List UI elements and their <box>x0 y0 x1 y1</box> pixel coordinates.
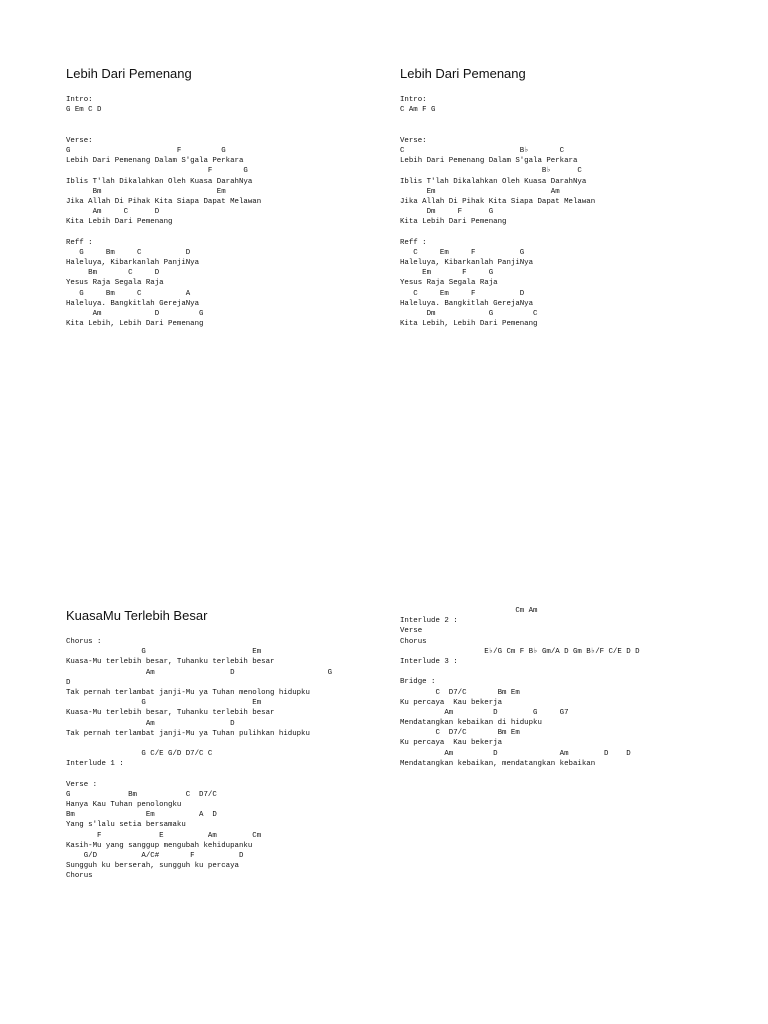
lyric-line <box>400 115 720 125</box>
lyric-line: Dm F G <box>400 208 494 217</box>
lyric-line: Bm Em <box>66 187 226 196</box>
lyric-line: G Bm C D7/C <box>66 790 217 799</box>
lyric-line: C Em F D <box>400 289 525 298</box>
lyric-line: Haleluya, Kibarkanlah PanjiNya <box>66 259 200 267</box>
lyric-line: Kita Lebih Dari Pemenang <box>400 218 507 227</box>
lyric-line: Yesus Raja Segala Raja <box>400 279 498 288</box>
lyric-line: B♭ C <box>400 167 582 176</box>
lyric-line: Reff : <box>66 238 93 247</box>
lyric-line: Iblis T'lah Dikalahkan Oleh Kuasa DarahNya <box>400 177 587 186</box>
song-lines <box>400 95 720 329</box>
lyric-line: Verse: <box>400 136 427 145</box>
lyric-line: Tak pernah terlambat janji-Mu ya Tuhan menolong hidupku <box>66 688 310 697</box>
lyric-line: G Em C D <box>66 106 102 115</box>
lyric-line: Am D <box>66 719 235 728</box>
lyric-line: Bm Em A D <box>66 811 217 820</box>
lyric-line <box>66 227 386 237</box>
lyric-line: C D7/C Bm Em <box>400 729 520 738</box>
song-lines <box>400 606 720 769</box>
lyric-line: Jika Allah Di Pihak Kita Siapa Dapat Melawan <box>66 197 262 206</box>
song-sheet-3 <box>66 608 386 882</box>
song-sheet-4 <box>400 606 720 769</box>
lyric-line: Am C D <box>66 208 160 217</box>
lyric-line: Am D Am D D <box>400 749 631 758</box>
lyric-line <box>66 115 386 125</box>
lyric-line: Mendatangkan kebaikan di hidupku <box>400 719 542 728</box>
lyric-line <box>66 769 386 779</box>
lyric-line: Intro: <box>400 96 427 104</box>
lyric-line: Chorus : <box>66 638 102 646</box>
lyric-line: Ku percaya Kau bekerja <box>400 739 503 748</box>
lyric-line: Verse : <box>66 780 98 789</box>
lyric-line: C D7/C Bm Em <box>400 688 520 697</box>
lyric-line: Kasih-Mu yang sanggup mengubah kehidupanku <box>66 841 253 850</box>
lyric-line: G Em <box>66 699 262 708</box>
lyric-line: Verse <box>400 627 423 636</box>
lyric-line: Tak pernah terlambat janji-Mu ya Tuhan pulihkan hidupku <box>66 729 310 738</box>
lyric-line: Haleluya. Bangkitlah GerejaNya <box>400 299 534 308</box>
song-sheet-1 <box>66 66 386 329</box>
song-sheet-2 <box>400 66 720 329</box>
song-title: KuasaMu Terlebih Besar <box>66 608 208 623</box>
lyric-line: Am D G <box>66 309 204 318</box>
lyric-line: Lebih Dari Pemenang Dalam S'gala Perkara <box>66 157 244 166</box>
lyric-line: Bridge : <box>400 678 436 687</box>
lyric-line: Hanya Kau Tuhan penolongku <box>66 801 182 809</box>
lyric-line: F E Am Cm <box>66 831 262 840</box>
song-lines <box>66 95 386 329</box>
lyric-line: G/D A/C# F D <box>66 851 244 860</box>
lyric-line: Dm G C <box>400 309 538 318</box>
lyric-line: Haleluya. Bangkitlah GerejaNya <box>66 299 200 308</box>
lyric-line: G Em <box>66 648 262 657</box>
lyric-line: Kita Lebih Dari Pemenang <box>66 218 173 227</box>
lyric-line: Yang s'lalu setia bersamaku <box>66 821 186 830</box>
lyric-line: G F G <box>66 146 226 155</box>
lyric-line: F G <box>66 167 248 176</box>
lyric-line: Bm C D <box>66 269 160 278</box>
song-lines <box>66 637 386 882</box>
lyric-line: Intro: <box>66 96 93 104</box>
lyric-line: C B♭ C <box>400 146 565 155</box>
lyric-line: Interlude 1 : <box>66 760 124 769</box>
lyric-line: Jika Allah Di Pihak Kita Siapa Dapat Melawan <box>400 197 596 206</box>
lyric-line: Am D G G7 <box>400 708 569 717</box>
lyric-line: Reff : <box>400 238 427 247</box>
lyric-line: Sungguh ku berserah, sungguh ku percaya <box>66 862 239 871</box>
song-title: Lebih Dari Pemenang <box>66 66 192 81</box>
lyric-line: Iblis T'lah Dikalahkan Oleh Kuasa DarahNya <box>66 177 253 186</box>
lyric-line: Chorus <box>66 872 93 881</box>
lyric-line <box>400 667 720 677</box>
lyric-line <box>66 126 386 136</box>
lyric-line: Em Am <box>400 187 560 196</box>
lyric-line: Kita Lebih, Lebih Dari Pemenang <box>400 320 538 329</box>
lyric-line: Kuasa-Mu terlebih besar, Tuhanku terlebih besar <box>66 658 275 667</box>
lyric-line: C Am F G <box>400 106 436 115</box>
lyric-line: Chorus <box>400 637 427 646</box>
lyric-line: G C/E G/D D7/C C <box>66 750 213 759</box>
lyric-line: G Bm C D <box>66 248 191 257</box>
song-title: Lebih Dari Pemenang <box>400 66 526 81</box>
lyric-line: C Em F G <box>400 248 525 257</box>
lyric-line: Ku percaya Kau bekerja <box>400 698 503 707</box>
lyric-line: D <box>66 678 71 687</box>
lyric-line: Yesus Raja Segala Raja <box>66 279 164 288</box>
lyric-line: Em F G <box>400 269 494 278</box>
lyric-line: E♭/G Cm F B♭ Gm/A D Gm B♭/F C/E D D <box>400 647 640 656</box>
lyric-line: Mendatangkan kebaikan, mendatangkan kebaikan <box>400 759 596 768</box>
lyric-line <box>400 227 720 237</box>
lyric-line: Verse: <box>66 136 93 145</box>
lyric-line: Am D G <box>66 668 333 677</box>
lyric-line <box>66 739 386 749</box>
lyric-line: Interlude 3 : <box>400 657 458 666</box>
lyric-line: Haleluya, Kibarkanlah PanjiNya <box>400 259 534 267</box>
lyric-line: Kuasa-Mu terlebih besar, Tuhanku terlebih besar <box>66 709 275 718</box>
lyric-line <box>400 126 720 136</box>
lyric-line: Cm Am <box>400 607 538 615</box>
lyric-line: Kita Lebih, Lebih Dari Pemenang <box>66 320 204 329</box>
lyric-line: Interlude 2 : <box>400 617 458 626</box>
lyric-line: Lebih Dari Pemenang Dalam S'gala Perkara <box>400 157 578 166</box>
lyric-line: G Bm C A <box>66 289 191 298</box>
